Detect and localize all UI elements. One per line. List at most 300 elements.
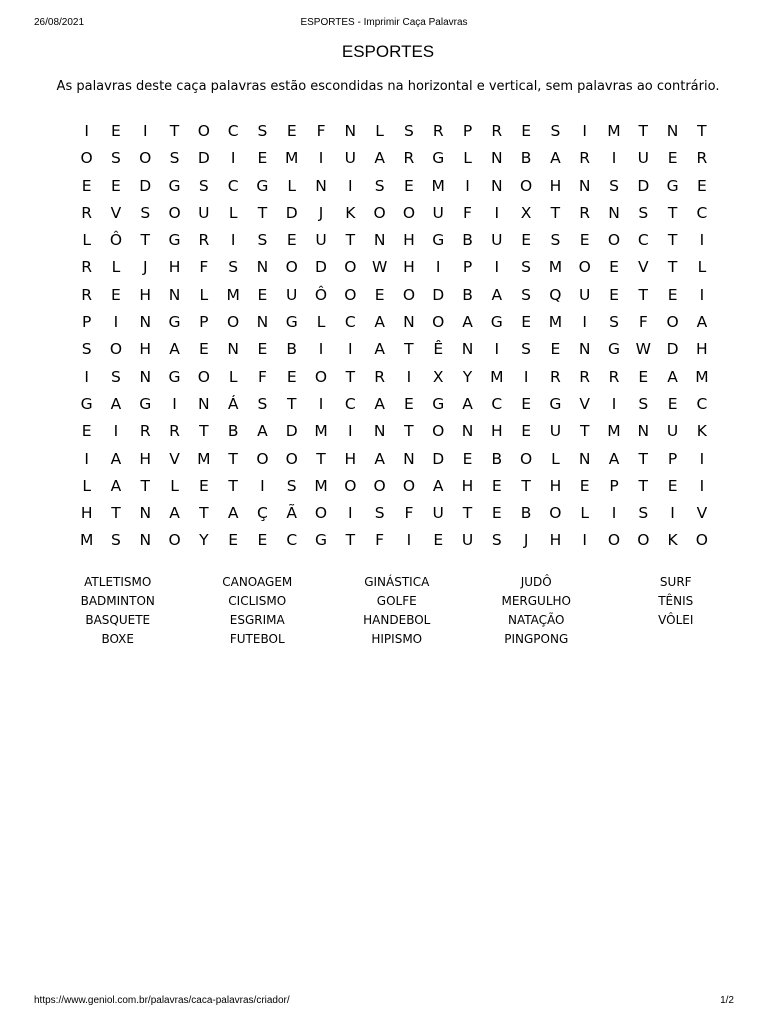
grid-letter: O [109, 340, 123, 359]
grid-letter: G [80, 394, 93, 413]
grid-letter: R [432, 122, 444, 140]
grid-letter: L [551, 449, 560, 468]
grid-letter: N [373, 422, 386, 441]
grid-row [72, 504, 717, 531]
grid-letter: S [257, 231, 268, 250]
grid-letter: P [462, 258, 473, 277]
grid-letter: R [198, 231, 210, 250]
grid-letter: E [198, 476, 209, 495]
grid-letter: S [550, 231, 561, 250]
grid-row [72, 177, 717, 204]
grid-letter: N [373, 231, 386, 250]
grid-letter: T [140, 476, 150, 495]
grid-letter: O [402, 285, 416, 304]
word-item: BASQUETE [85, 613, 151, 627]
grid-letter: K [696, 422, 707, 441]
word-item: ATLETISMO [84, 575, 152, 589]
grid-letter: I [494, 203, 500, 222]
grid-letter: M [226, 285, 240, 304]
grid-letter: I [699, 449, 705, 468]
grid-letter: I [318, 340, 324, 359]
grid-letter: D [139, 176, 152, 195]
word-item: GOLFE [376, 594, 417, 608]
word-item: GINÁSTICA [364, 575, 430, 589]
grid-letter: L [111, 258, 121, 277]
grid-letter: A [374, 449, 385, 468]
grid-letter: P [462, 122, 473, 140]
grid-letter: A [696, 313, 708, 332]
grid-letter: O [227, 313, 240, 332]
grid-letter: O [168, 203, 181, 222]
grid-letter: I [582, 122, 587, 140]
letter-grid [72, 122, 717, 559]
grid-letter: I [699, 476, 705, 495]
grid-letter: A [169, 340, 180, 359]
grid-letter: T [257, 203, 268, 222]
grid-letter: T [638, 476, 649, 495]
grid-letter: E [521, 231, 531, 250]
grid-letter: L [199, 285, 209, 304]
grid-letter: N [344, 122, 357, 140]
grid-letter: E [111, 176, 121, 195]
grid-letter: N [578, 449, 591, 468]
grid-letter: T [140, 231, 150, 250]
grid-letter: W [635, 340, 651, 359]
grid-row [72, 122, 717, 149]
grid-letter: C [696, 394, 708, 413]
grid-letter: A [169, 504, 180, 523]
grid-letter: E [696, 176, 707, 195]
grid-letter: U [286, 285, 298, 304]
grid-letter: R [579, 367, 591, 386]
grid-letter: G [168, 367, 181, 386]
grid-letter: E [521, 394, 531, 413]
grid-letter: R [169, 422, 180, 441]
word-item: JUDÔ [520, 575, 552, 589]
grid-letter: G [139, 394, 152, 413]
grid-letter: A [110, 449, 122, 468]
grid-row [72, 477, 717, 504]
grid-letter: F [316, 122, 326, 140]
grid-letter: E [286, 367, 297, 386]
grid-letter: F [404, 504, 414, 523]
grid-letter: S [374, 504, 385, 523]
grid-letter: X [432, 367, 444, 386]
grid-letter: L [463, 149, 472, 168]
grid-letter: I [113, 422, 119, 441]
grid-letter: H [139, 449, 152, 468]
grid-letter: E [286, 122, 297, 140]
grid-letter: R [696, 149, 708, 168]
grid-letter: D [432, 285, 445, 304]
word-list [48, 575, 746, 651]
grid-letter: A [550, 149, 561, 168]
grid-letter: L [228, 203, 238, 222]
grid-letter: B [520, 149, 532, 168]
grid-letter: G [168, 176, 181, 195]
instructions: As palavras deste caça palavras estão escondidas na horizontal e vertical, sem palavras ao contrário. [56, 79, 720, 94]
grid-letter: M [607, 422, 621, 441]
grid-letter: L [316, 313, 326, 332]
grid-letter: U [491, 231, 503, 250]
grid-letter: O [197, 367, 210, 386]
grid-letter: E [609, 285, 619, 304]
grid-letter: I [348, 422, 353, 441]
grid-letter: U [198, 203, 210, 222]
grid-letter: I [142, 122, 148, 140]
grid-letter: E [667, 394, 678, 413]
grid-row [72, 395, 717, 422]
grid-letter: H [549, 476, 562, 495]
grid-letter: S [609, 176, 619, 195]
word-column [188, 575, 328, 651]
grid-letter: P [609, 476, 619, 495]
grid-row [72, 368, 717, 395]
grid-letter: J [523, 531, 529, 550]
grid-letter: O [549, 504, 562, 523]
grid-letter: H [696, 340, 708, 359]
grid-letter: T [345, 367, 356, 386]
grid-letter: H [549, 176, 562, 195]
grid-letter: L [375, 122, 384, 140]
grid-letter: G [490, 313, 503, 332]
grid-letter: E [462, 449, 473, 468]
grid-letter: B [491, 449, 503, 468]
grid-letter: Á [227, 394, 239, 413]
word-item: SURF [659, 575, 692, 589]
grid-letter: E [667, 149, 678, 168]
grid-letter: I [113, 313, 119, 332]
grid-letter: E [433, 531, 444, 550]
grid-letter: I [670, 504, 675, 523]
grid-letter: R [139, 422, 151, 441]
grid-letter: I [230, 149, 236, 168]
page-number: 1/2 [720, 995, 734, 1006]
grid-letter: T [550, 203, 561, 222]
grid-letter: M [285, 149, 299, 168]
grid-letter: T [286, 394, 297, 413]
grid-letter: J [142, 258, 148, 277]
grid-letter: R [579, 149, 591, 168]
word-item: TÊNIS [658, 594, 694, 608]
grid-letter: U [315, 231, 327, 250]
grid-letter: O [197, 122, 210, 140]
grid-letter: U [432, 203, 444, 222]
grid-letter: H [168, 258, 181, 277]
grid-letter: N [168, 285, 181, 304]
grid-letter: I [348, 340, 353, 359]
grid-letter: S [198, 176, 209, 195]
grid-letter: T [316, 449, 326, 468]
grid-letter: G [666, 176, 679, 195]
grid-letter: E [521, 122, 531, 140]
grid-letter: O [432, 313, 445, 332]
grid-letter: N [491, 176, 503, 195]
grid-letter: T [697, 122, 707, 140]
grid-letter: I [494, 258, 500, 277]
grid-letter: W [371, 258, 388, 277]
grid-letter: V [637, 258, 649, 277]
grid-letter: T [667, 258, 678, 277]
grid-letter: T [199, 422, 209, 441]
grid-letter: G [432, 231, 445, 250]
grid-letter: O [607, 231, 621, 250]
grid-letter: S [286, 476, 297, 495]
grid-letter: V [696, 504, 708, 523]
grid-letter: E [286, 231, 297, 250]
grid-letter: T [199, 504, 209, 523]
grid-letter: D [285, 422, 298, 441]
grid-letter: S [81, 340, 92, 359]
grid-letter: O [520, 449, 533, 468]
grid-letter: M [197, 449, 211, 468]
grid-letter: M [548, 313, 563, 332]
grid-letter: E [111, 285, 121, 304]
grid-letter: I [699, 231, 705, 250]
grid-letter: F [463, 203, 472, 222]
grid-letter: R [81, 203, 93, 222]
grid-letter: S [521, 340, 532, 359]
grid-letter: C [286, 531, 298, 550]
grid-letter: O [432, 422, 445, 441]
grid-letter: I [84, 122, 89, 140]
grid-letter: R [491, 122, 503, 140]
grid-letter: E [404, 176, 414, 195]
grid-letter: U [637, 149, 649, 168]
grid-letter: E [550, 340, 561, 359]
grid-letter: E [667, 285, 678, 304]
grid-row [72, 313, 717, 340]
grid-letter: N [139, 531, 152, 550]
grid-letter: I [84, 449, 89, 468]
grid-letter: T [579, 422, 590, 441]
grid-letter: T [404, 422, 414, 441]
grid-letter: O [402, 203, 416, 222]
grid-letter: G [256, 176, 269, 195]
grid-letter: S [609, 313, 619, 332]
grid-letter: S [374, 176, 385, 195]
grid-letter: O [80, 149, 93, 168]
grid-letter: V [169, 449, 180, 468]
word-column [48, 575, 188, 651]
grid-letter: I [582, 531, 587, 550]
word-item: HANDEBOL [363, 613, 431, 627]
grid-letter: O [314, 367, 328, 386]
grid-letter: N [227, 340, 239, 359]
word-item: CANOAGEM [222, 575, 293, 589]
word-item: HIPISMO [371, 632, 423, 646]
grid-letter: T [111, 504, 121, 523]
grid-letter: L [228, 367, 238, 386]
grid-letter: T [169, 122, 180, 140]
grid-letter: E [491, 504, 502, 523]
word-column [467, 575, 607, 651]
grid-letter: M [314, 476, 328, 495]
grid-letter: T [345, 531, 356, 550]
grid-letter: I [348, 176, 353, 195]
grid-letter: D [285, 203, 298, 222]
grid-letter: B [462, 231, 473, 250]
grid-letter: F [638, 313, 648, 332]
grid-letter: N [578, 340, 591, 359]
footer-url: https://www.geniol.com.br/palavras/caca-palavras/criador/ [34, 995, 290, 1006]
grid-letter: S [638, 394, 649, 413]
grid-letter: I [260, 476, 265, 495]
grid-letter: E [257, 531, 268, 550]
grid-letter: O [285, 258, 298, 277]
grid-letter: A [257, 422, 268, 441]
grid-letter: N [461, 340, 474, 359]
grid-letter: E [81, 422, 92, 441]
grid-letter: L [697, 258, 707, 277]
grid-row [72, 204, 717, 231]
grid-letter: I [348, 504, 353, 523]
word-item: VÔLEI [658, 613, 694, 627]
grid-letter: G [432, 394, 445, 413]
grid-letter: G [432, 149, 445, 168]
grid-letter: M [695, 367, 709, 386]
grid-letter: A [227, 504, 239, 523]
word-item: FUTEBOL [229, 632, 285, 646]
grid-letter: E [579, 476, 590, 495]
word-item: PINGPONG [504, 632, 569, 646]
grid-letter: S [550, 122, 561, 140]
grid-letter: M [431, 176, 445, 195]
grid-letter: B [227, 422, 239, 441]
grid-letter: K [345, 203, 356, 222]
grid-letter: S [111, 531, 121, 550]
grid-letter: A [667, 367, 678, 386]
grid-letter: N [198, 394, 210, 413]
grid-letter: T [521, 476, 531, 495]
grid-letter: D [432, 449, 445, 468]
grid-letter: T [638, 449, 649, 468]
grid-letter: N [256, 258, 269, 277]
grid-letter: D [666, 340, 679, 359]
grid-letter: I [699, 285, 705, 304]
grid-letter: H [461, 476, 474, 495]
grid-letter: S [257, 394, 268, 413]
grid-letter: O [578, 258, 591, 277]
grid-letter: E [81, 176, 92, 195]
grid-row [72, 422, 717, 449]
grid-letter: P [667, 449, 678, 468]
grid-letter: Ô [109, 231, 123, 250]
grid-letter: C [637, 231, 649, 250]
grid-letter: V [110, 203, 122, 222]
word-item: NATAÇÃO [508, 613, 565, 627]
grid-letter: S [521, 285, 532, 304]
grid-letter: R [81, 285, 93, 304]
grid-letter: A [110, 394, 122, 413]
grid-letter: M [607, 122, 621, 140]
grid-letter: I [611, 504, 617, 523]
grid-letter: R [403, 149, 415, 168]
grid-letter: N [315, 176, 327, 195]
grid-letter: I [494, 340, 500, 359]
grid-letter: E [667, 476, 678, 495]
grid-letter: E [198, 340, 209, 359]
grid-letter: N [139, 313, 152, 332]
grid-letter: A [462, 394, 473, 413]
grid-letter: I [582, 313, 587, 332]
grid-letter: T [228, 476, 238, 495]
grid-letter: E [111, 122, 121, 140]
grid-letter: N [666, 122, 679, 140]
grid-letter: M [548, 258, 563, 277]
grid-letter: O [695, 531, 708, 550]
grid-letter: D [315, 258, 327, 277]
grid-letter: H [549, 531, 562, 550]
word-item: CICLISMO [228, 594, 287, 608]
grid-letter: L [82, 476, 91, 495]
grid-letter: R [550, 367, 561, 386]
grid-letter: I [318, 394, 324, 413]
grid-letter: U [579, 285, 591, 304]
grid-letter: E [609, 258, 619, 277]
grid-letter: I [435, 258, 441, 277]
grid-letter: O [285, 449, 298, 468]
word-item: BOXE [101, 632, 134, 646]
grid-letter: S [638, 504, 649, 523]
grid-letter: B [520, 504, 532, 523]
grid-letter: Y [199, 531, 209, 550]
grid-row [72, 286, 717, 313]
grid-letter: E [257, 285, 268, 304]
grid-row [72, 149, 717, 176]
grid-letter: O [373, 203, 386, 222]
grid-letter: C [491, 394, 503, 413]
grid-letter: F [257, 367, 267, 386]
grid-letter: X [520, 203, 532, 222]
grid-letter: I [230, 231, 236, 250]
grid-letter: I [84, 367, 89, 386]
grid-letter: A [608, 449, 620, 468]
grid-row [72, 258, 717, 285]
grid-letter: O [256, 449, 269, 468]
grid-letter: G [315, 531, 328, 550]
grid-letter: U [432, 504, 444, 523]
grid-letter: Ã [286, 504, 298, 523]
grid-letter: F [375, 531, 385, 550]
grid-letter: A [374, 394, 385, 413]
grid-letter: K [667, 531, 678, 550]
grid-letter: O [139, 149, 152, 168]
grid-letter: I [406, 367, 412, 386]
grid-letter: O [402, 476, 416, 495]
word-item: BADMINTON [80, 594, 155, 608]
grid-letter: L [580, 504, 590, 523]
grid-letter: A [110, 476, 122, 495]
grid-letter: O [373, 476, 386, 495]
grid-letter: M [314, 422, 328, 441]
grid-letter: P [199, 313, 209, 332]
grid-letter: L [287, 176, 297, 195]
puzzle-title: ESPORTES [341, 42, 435, 61]
grid-letter: A [374, 149, 385, 168]
grid-letter: E [579, 231, 590, 250]
grid-letter: A [432, 476, 444, 495]
grid-letter: N [461, 422, 474, 441]
grid-letter: U [461, 531, 474, 550]
grid-letter: M [79, 531, 94, 550]
grid-letter: N [637, 422, 650, 441]
grid-letter: B [462, 285, 473, 304]
grid-letter: N [403, 313, 415, 332]
grid-letter: O [637, 531, 650, 550]
grid-letter: R [579, 203, 591, 222]
grid-letter: Ê [433, 340, 444, 359]
